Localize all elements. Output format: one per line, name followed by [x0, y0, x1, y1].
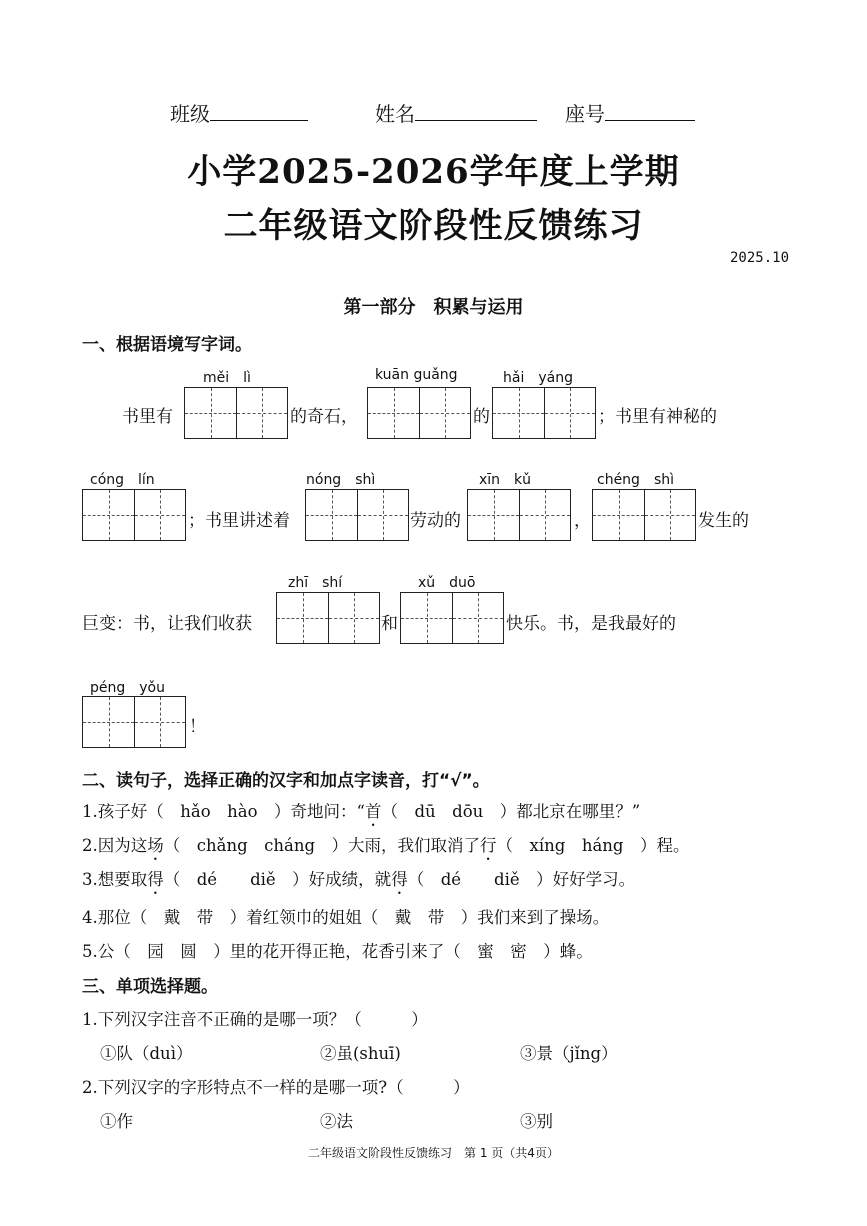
pinyin-kuanguang: kuān guǎng	[375, 367, 458, 383]
grid-cell[interactable]	[493, 388, 544, 438]
name-blank[interactable]	[415, 102, 537, 121]
writing-grid-pengyou[interactable]	[82, 696, 186, 748]
dotted-char: 得	[391, 870, 408, 889]
writing-grid-meili[interactable]	[184, 387, 288, 439]
grid-cell[interactable]	[468, 490, 519, 540]
grid-cell[interactable]	[401, 593, 452, 643]
s2-question-1[interactable]: 1.孩子好（ hǎo hào ）奇地问：“首（ dū dōu ）都北京在哪里？”	[82, 802, 641, 821]
seat-blank[interactable]	[605, 102, 695, 121]
s3-q1-option-1[interactable]: ①队（duì）	[100, 1044, 193, 1063]
grid-cell[interactable]	[83, 697, 134, 747]
grid-cell[interactable]	[306, 490, 357, 540]
pinyin-meili: měi lì	[203, 370, 251, 386]
dotted-char: 行	[480, 836, 497, 855]
pinyin-pengyou: péng yǒu	[90, 680, 165, 696]
s1-text: 的	[473, 407, 490, 427]
dotted-char: 得	[147, 870, 164, 889]
class-blank[interactable]	[210, 102, 308, 121]
writing-grid-chengshi[interactable]	[592, 489, 696, 541]
seat-label: 座号	[565, 102, 605, 126]
s3-question-1-stem: 1.下列汉字注音不正确的是哪一项？（ ）	[82, 1010, 428, 1029]
grid-cell[interactable]	[593, 490, 644, 540]
section-3-heading: 三、单项选择题。	[82, 977, 218, 997]
s1-text: ；书里讲述着	[188, 511, 290, 531]
part-1-title: 第一部分 积累与运用	[343, 297, 524, 318]
grid-cell[interactable]	[419, 388, 470, 438]
class-field[interactable]	[170, 98, 308, 127]
seat-field[interactable]	[565, 98, 695, 127]
pinyin-conglin: cóng lín	[90, 472, 155, 488]
s2-question-3[interactable]: 3.想要取得（ dé diě ）好成绩，就得（ dé diě ）好好学习。	[82, 870, 636, 889]
s2-question-2[interactable]: 2.因为这场（ chǎng cháng ）大雨，我们取消了行（ xíng háng ）程。	[82, 836, 690, 855]
writing-grid-conglin[interactable]	[82, 489, 186, 541]
s3-q2-option-1[interactable]: ①作	[100, 1112, 133, 1131]
writing-grid-xinku[interactable]	[467, 489, 571, 541]
dotted-char: 首	[364, 802, 382, 821]
s1-text: 劳动的	[410, 511, 461, 531]
s3-question-2-stem: 2.下列汉字的字形特点不一样的是哪一项?（ ）	[82, 1078, 470, 1097]
exam-date: 2025.10	[730, 250, 790, 266]
grid-cell[interactable]	[452, 593, 503, 643]
page-footer: 二年级语文阶段性反馈练习 第 1 页（共4页）	[308, 1146, 559, 1160]
s1-text: 书里有	[122, 407, 173, 427]
s3-q1-option-3[interactable]: ③景（jǐng）	[520, 1044, 618, 1063]
writing-grid-nongshi[interactable]	[305, 489, 409, 541]
s2-question-5[interactable]: 5.公（ 园 圆 ）里的花开得正艳，花香引来了（ 蜜 密 ）蜂。	[82, 942, 593, 961]
pinyin-zhishi: zhī shí	[288, 575, 343, 591]
grid-cell[interactable]	[544, 388, 595, 438]
title-line-2: 二年级语文阶段性反馈练习	[223, 206, 644, 246]
s2-question-4[interactable]: 4.那位（ 戴 带 ）着红领巾的姐姐（ 戴 带 ）我们来到了操场。	[82, 908, 610, 927]
pinyin-nongshi: nóng shì	[306, 472, 376, 488]
s1-text: 快乐。书，是我最好的	[506, 614, 676, 634]
grid-cell[interactable]	[357, 490, 408, 540]
s3-q1-option-2[interactable]: ②虽(shuī)	[320, 1044, 401, 1063]
section-1-heading: 一、根据语境写字词。	[82, 335, 252, 355]
section-2-heading: 二、读句子，选择正确的汉字和加点字读音，打“√”。	[82, 771, 490, 791]
class-label: 班级	[170, 102, 210, 126]
s1-text: 的奇石，	[290, 407, 358, 427]
grid-cell[interactable]	[83, 490, 134, 540]
s1-text: ；书里有神秘的	[598, 407, 717, 427]
title-line-1: 小学2025-2026学年度上学期	[187, 152, 680, 192]
s3-q2-option-2[interactable]: ②法	[320, 1112, 353, 1131]
grid-cell[interactable]	[236, 388, 287, 438]
grid-cell[interactable]	[134, 490, 185, 540]
writing-grid-kuanguang[interactable]	[367, 387, 471, 439]
pinyin-haiyang: hǎi yáng	[503, 370, 573, 386]
grid-cell[interactable]	[134, 697, 185, 747]
writing-grid-zhishi[interactable]	[276, 592, 380, 644]
grid-cell[interactable]	[328, 593, 379, 643]
s1-text: 发生的	[698, 511, 749, 531]
grid-cell[interactable]	[185, 388, 236, 438]
grid-cell[interactable]	[519, 490, 570, 540]
dotted-char: 场	[147, 836, 164, 855]
s1-text: 巨变：书，让我们收获	[82, 614, 252, 634]
grid-cell[interactable]	[277, 593, 328, 643]
writing-grid-xuduo[interactable]	[400, 592, 504, 644]
writing-grid-haiyang[interactable]	[492, 387, 596, 439]
s1-text: ，	[574, 511, 591, 531]
grid-cell[interactable]	[644, 490, 695, 540]
s3-q2-option-3[interactable]: ③别	[520, 1112, 553, 1131]
pinyin-xuduo: xǔ duō	[418, 575, 476, 591]
name-label: 姓名	[375, 102, 415, 126]
pinyin-xinku: xīn kǔ	[479, 472, 532, 488]
pinyin-chengshi: chéng shì	[597, 472, 674, 488]
s1-text: ！	[189, 717, 206, 737]
name-field[interactable]	[375, 98, 537, 127]
grid-cell[interactable]	[368, 388, 419, 438]
s1-text: 和	[381, 614, 398, 634]
